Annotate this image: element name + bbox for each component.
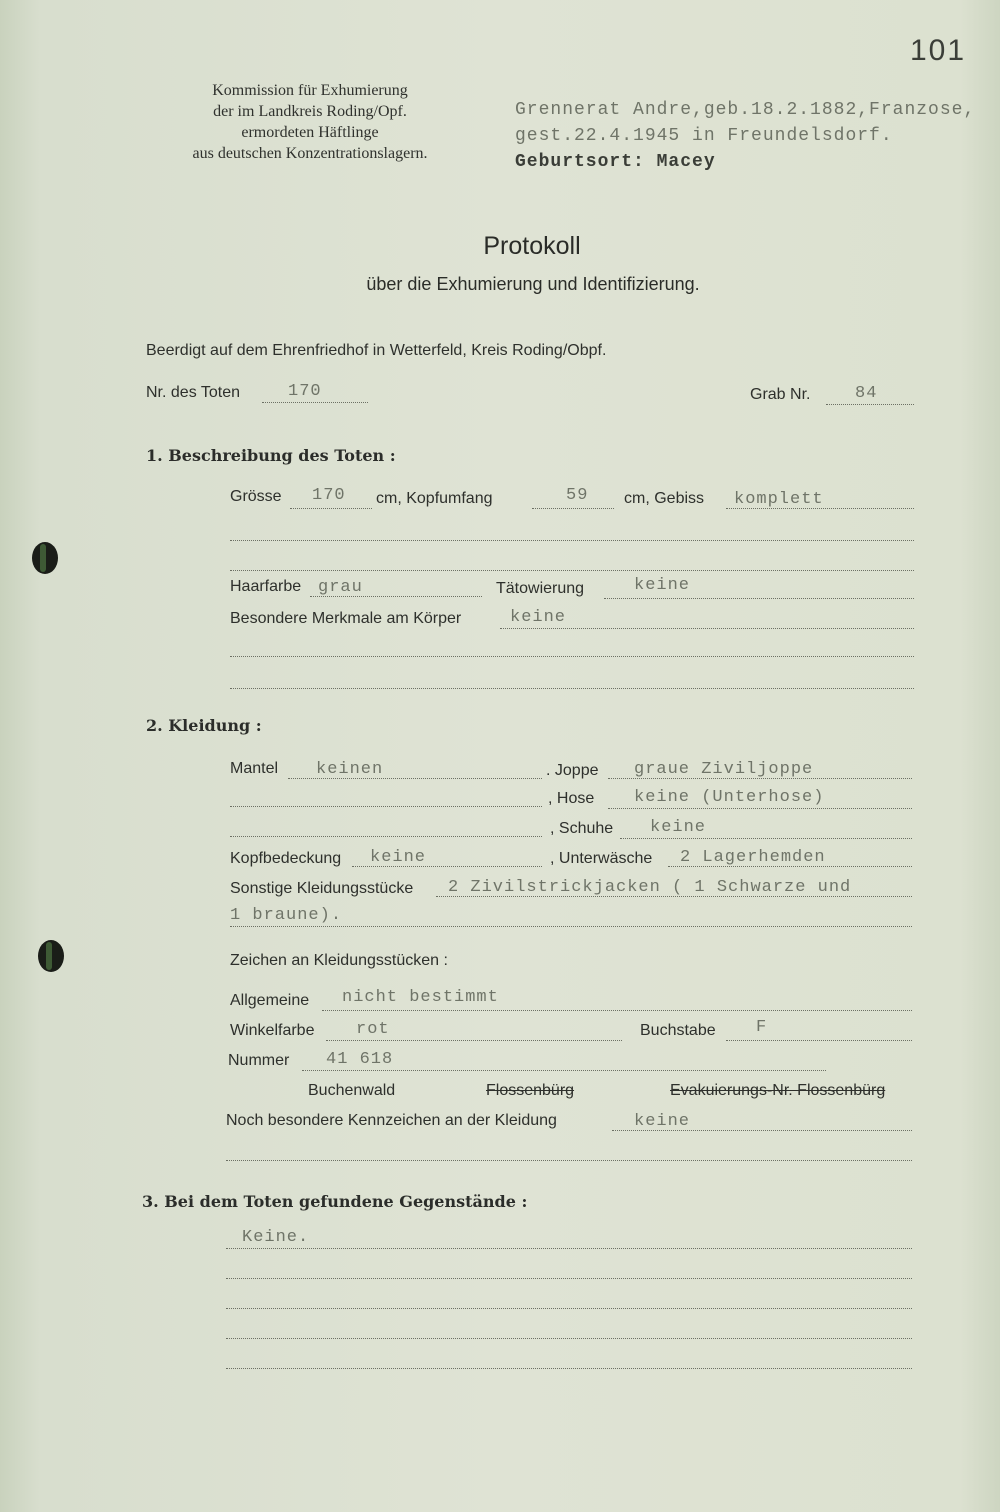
sonstige-label: Sonstige Kleidungsstücke xyxy=(230,880,414,897)
kopfbedeckung-value: keine xyxy=(370,848,427,867)
gegenstaende-value: Keine. xyxy=(242,1228,310,1247)
groesse-value: 170 xyxy=(312,486,346,505)
allgemeine-value: nicht bestimmt xyxy=(342,988,499,1007)
buchstabe-label: Buchstabe xyxy=(640,1022,716,1039)
typed-header-line-2: gest.22.4.1945 in Freundelsdorf. xyxy=(515,126,893,146)
sonstige-value-line-1: 2 Zivilstrickjacken ( 1 Schwarze und xyxy=(448,878,852,897)
section-2-heading: 2. Kleidung : xyxy=(146,716,262,735)
unterwaesche-value: 2 Lagerhemden xyxy=(680,848,826,867)
haarfarbe-label: Haarfarbe xyxy=(230,578,302,595)
taetowierung-value: keine xyxy=(634,576,691,595)
commission-line-2: der im Landkreis Roding/Opf. xyxy=(213,103,407,120)
punch-hole-top xyxy=(32,542,58,574)
punch-hole-bottom xyxy=(38,940,64,972)
section-1-heading: 1. Beschreibung des Toten : xyxy=(146,446,396,465)
gebiss-value: komplett xyxy=(734,490,824,509)
kopfumfang-value: 59 xyxy=(566,486,589,505)
groesse-label: Grösse xyxy=(230,488,282,505)
mantel-label: Mantel xyxy=(230,760,279,777)
kopfbedeckung-label: Kopfbedeckung xyxy=(230,850,342,867)
joppe-label: . Joppe xyxy=(546,762,599,779)
unterwaesche-label: , Unterwäsche xyxy=(550,850,653,867)
page-title: Protokoll xyxy=(483,232,581,260)
merkmale-label: Besondere Merkmale am Körper xyxy=(230,610,462,627)
cm-gebiss-label: cm, Gebiss xyxy=(624,490,705,507)
commission-header xyxy=(150,80,470,164)
winkelfarbe-value: rot xyxy=(356,1020,390,1039)
cm-kopfumfang-label: cm, Kopfumfang xyxy=(376,490,493,507)
buchenwald-label: Buchenwald xyxy=(308,1082,396,1099)
winkelfarbe-label: Winkelfarbe xyxy=(230,1022,315,1039)
mantel-value: keinen xyxy=(316,760,384,779)
nr-label: Nr. des Toten xyxy=(146,384,240,401)
joppe-value: graue Ziviljoppe xyxy=(634,760,814,779)
haarfarbe-value: grau xyxy=(318,578,363,597)
commission-line-1: Kommission für Exhumierung xyxy=(212,82,408,99)
zeichen-label: Zeichen an Kleidungsstücken : xyxy=(230,952,448,969)
noch-label: Noch besondere Kennzeichen an der Kleidung xyxy=(226,1112,557,1129)
grab-label: Grab Nr. xyxy=(750,386,811,403)
typed-header-line-3: Geburtsort: Macey xyxy=(515,152,716,172)
commission-line-4: aus deutschen Konzentrationslagern. xyxy=(192,145,428,162)
hose-label: , Hose xyxy=(548,790,595,807)
section-3-heading: 3. Bei dem Toten gefundene Gegenstände : xyxy=(142,1192,528,1211)
allgemeine-label: Allgemeine xyxy=(230,992,310,1009)
nummer-value: 41 618 xyxy=(326,1050,394,1069)
nummer-label: Nummer xyxy=(228,1052,290,1069)
flossenburg-label: Flossenbürg xyxy=(486,1082,575,1099)
sonstige-value-line-2: 1 braune). xyxy=(230,906,343,925)
hose-value: keine (Unterhose) xyxy=(634,788,825,807)
buchstabe-value: F xyxy=(756,1018,768,1037)
evakuierungs-label: Evakuierungs-Nr. Flossenbürg xyxy=(670,1082,886,1099)
burial-line: Beerdigt auf dem Ehrenfriedhof in Wetterfeld, Kreis Roding/Obpf. xyxy=(146,342,607,359)
schuhe-label: , Schuhe xyxy=(550,820,614,837)
typed-header-line-1: Grennerat Andre,geb.18.2.1882,Franzose, xyxy=(515,100,976,120)
page-subtitle: über die Exhumierung und Identifizierung. xyxy=(366,274,700,294)
taetowierung-label: Tätowierung xyxy=(496,580,585,597)
grab-value: 84 xyxy=(855,384,878,403)
commission-line-3: ermordeten Häftlinge xyxy=(241,124,379,141)
page-number: 101 xyxy=(910,34,967,67)
schuhe-value: keine xyxy=(650,818,707,837)
merkmale-value: keine xyxy=(510,608,567,627)
nr-value: 170 xyxy=(288,382,322,401)
noch-value: keine xyxy=(634,1112,691,1131)
